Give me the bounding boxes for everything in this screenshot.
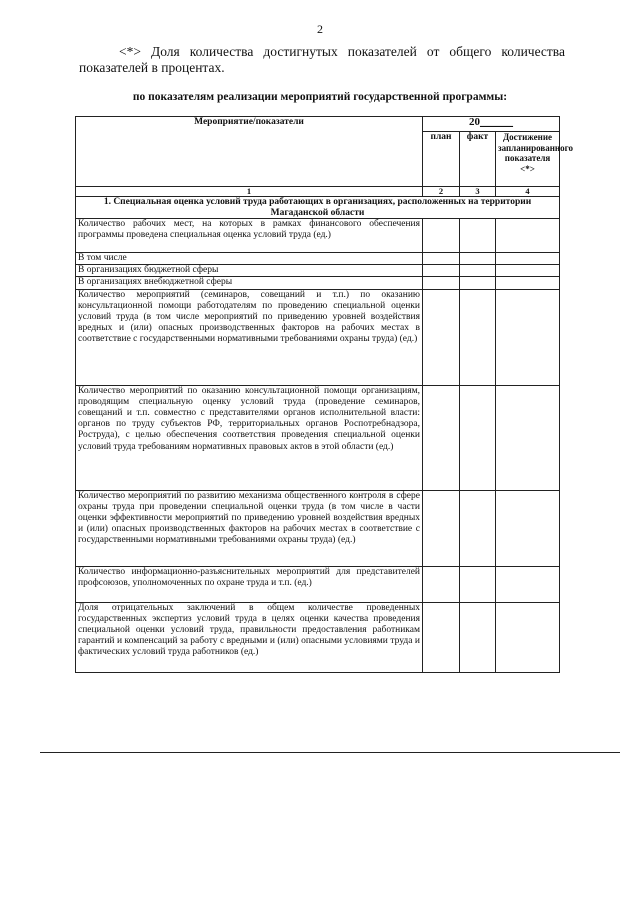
achievement-cell: [496, 253, 560, 265]
indicator-text: Количество информационно-разъяснительных мероприятий для представителей профсоюзов, уполномоченных по охране труда и т.п. (ед.): [76, 566, 423, 602]
fact-cell: [460, 265, 496, 277]
section-title: 1. Специальная оценка условий труда работающих в организациях, расположенных на территории Магаданской области: [76, 197, 560, 219]
achievement-cell: [496, 265, 560, 277]
table-row: [76, 490, 560, 566]
fact-column-header: факт: [460, 132, 496, 187]
table-body: [76, 187, 560, 673]
table-row: [76, 566, 560, 602]
plan-cell: [423, 277, 460, 289]
achievement-cell: [496, 277, 560, 289]
indicators-table: [75, 116, 573, 673]
plan-cell: [423, 602, 460, 672]
indicator-text: Количество мероприятий по оказанию консультационной помощи организациям, проводящим специальную оценку условий труда (проведение семинаров, совещаний и т.п. совместно с представителями органов исполнительной власти: органов по труду субъектов РФ, территориальных органов Роспотребнадзора, Роструда), с целью обеспечения соответствия проведения специальной оценки условий труда требованиям нормативных правовых актов в этой области (ед.): [76, 385, 423, 490]
page-number: 2: [317, 22, 323, 36]
plan-cell: [423, 289, 460, 385]
indicator-text: Количество рабочих мест, на которых в рамках финансового обеспечения программы проведена специальная оценка условий труда (ед.): [76, 219, 423, 253]
column-number-row: [76, 187, 560, 197]
indicator-text: В организациях бюджетной сферы: [76, 265, 423, 277]
achievement-cell: [496, 490, 560, 566]
column-number: 2: [423, 187, 460, 197]
fact-cell: [460, 219, 496, 253]
year-header: [423, 117, 560, 132]
achievement-cell: [496, 385, 560, 490]
indicator-text: В том числе: [76, 253, 423, 265]
indicator-text: Количество мероприятий (семинаров, совещаний и т.п.) по оказанию консультационной помощи работодателям по проведению специальной оценки условий труда (в том числе мероприятий по приведению уровней воздействия вредных и (или) опасных производственных факторов на рабочих местах в соответствие с государственными нормативными требованиями охраны труда) (ед.): [76, 289, 423, 385]
column-number: 4: [496, 187, 560, 197]
bottom-rule: [40, 752, 620, 753]
achievement-cell: [496, 289, 560, 385]
event-column-header: Мероприятие/показатели: [76, 117, 423, 187]
fact-cell: [460, 602, 496, 672]
table-row: [76, 289, 560, 385]
table-row: [76, 602, 560, 672]
achievement-column-header: Достижение запланированного показателя <*>: [496, 132, 560, 187]
column-number: 1: [76, 187, 423, 197]
plan-cell: [423, 490, 460, 566]
table-row: [76, 265, 560, 277]
column-number: 3: [460, 187, 496, 197]
year-prefix: 20: [469, 116, 480, 128]
table-row: [76, 385, 560, 490]
table-row: [76, 253, 560, 265]
table-row: [76, 277, 560, 289]
plan-cell: [423, 265, 460, 277]
indicator-text: Количество мероприятий по развитию механизма общественного контроля в сфере охраны труда при проведении специальной оценки труда (в том числе в части оценки эффективности мероприятий по приведению уровней воздействия вредных и (или) опасных производственных факторов на рабочих местах в соответствие с государственными нормативными требованиями охраны труда) (ед.): [76, 490, 423, 566]
achievement-cell: [496, 566, 560, 602]
plan-cell: [423, 385, 460, 490]
plan-column-header: план: [423, 132, 460, 187]
achievement-cell: [496, 219, 560, 253]
fact-cell: [460, 289, 496, 385]
section-row: [76, 197, 560, 219]
fact-cell: [460, 490, 496, 566]
table-row: [76, 219, 560, 253]
fact-cell: [460, 277, 496, 289]
indicator-text: В организациях внебюджетной сферы: [76, 277, 423, 289]
indicator-text: Доля отрицательных заключений в общем количестве проведенных государственных экспертиз условий труда в целях оценки качества проведения специальной оценки условий труда, правильности предоставления работникам гарантий и компенсаций за работу с вредными и (или) опасными условиями труда и фактических условий труда работников (ед.): [76, 602, 423, 672]
achievement-cell: [496, 602, 560, 672]
footnote-text: <*> Доля количества достигнутых показателей от общего количества показателей в процентах.: [79, 44, 565, 75]
plan-cell: [423, 253, 460, 265]
year-blank: ______: [480, 116, 513, 128]
plan-cell: [423, 219, 460, 253]
fact-cell: [460, 566, 496, 602]
fact-cell: [460, 253, 496, 265]
plan-cell: [423, 566, 460, 602]
fact-cell: [460, 385, 496, 490]
table-caption: по показателям реализации мероприятий государственной программы:: [132, 91, 508, 103]
